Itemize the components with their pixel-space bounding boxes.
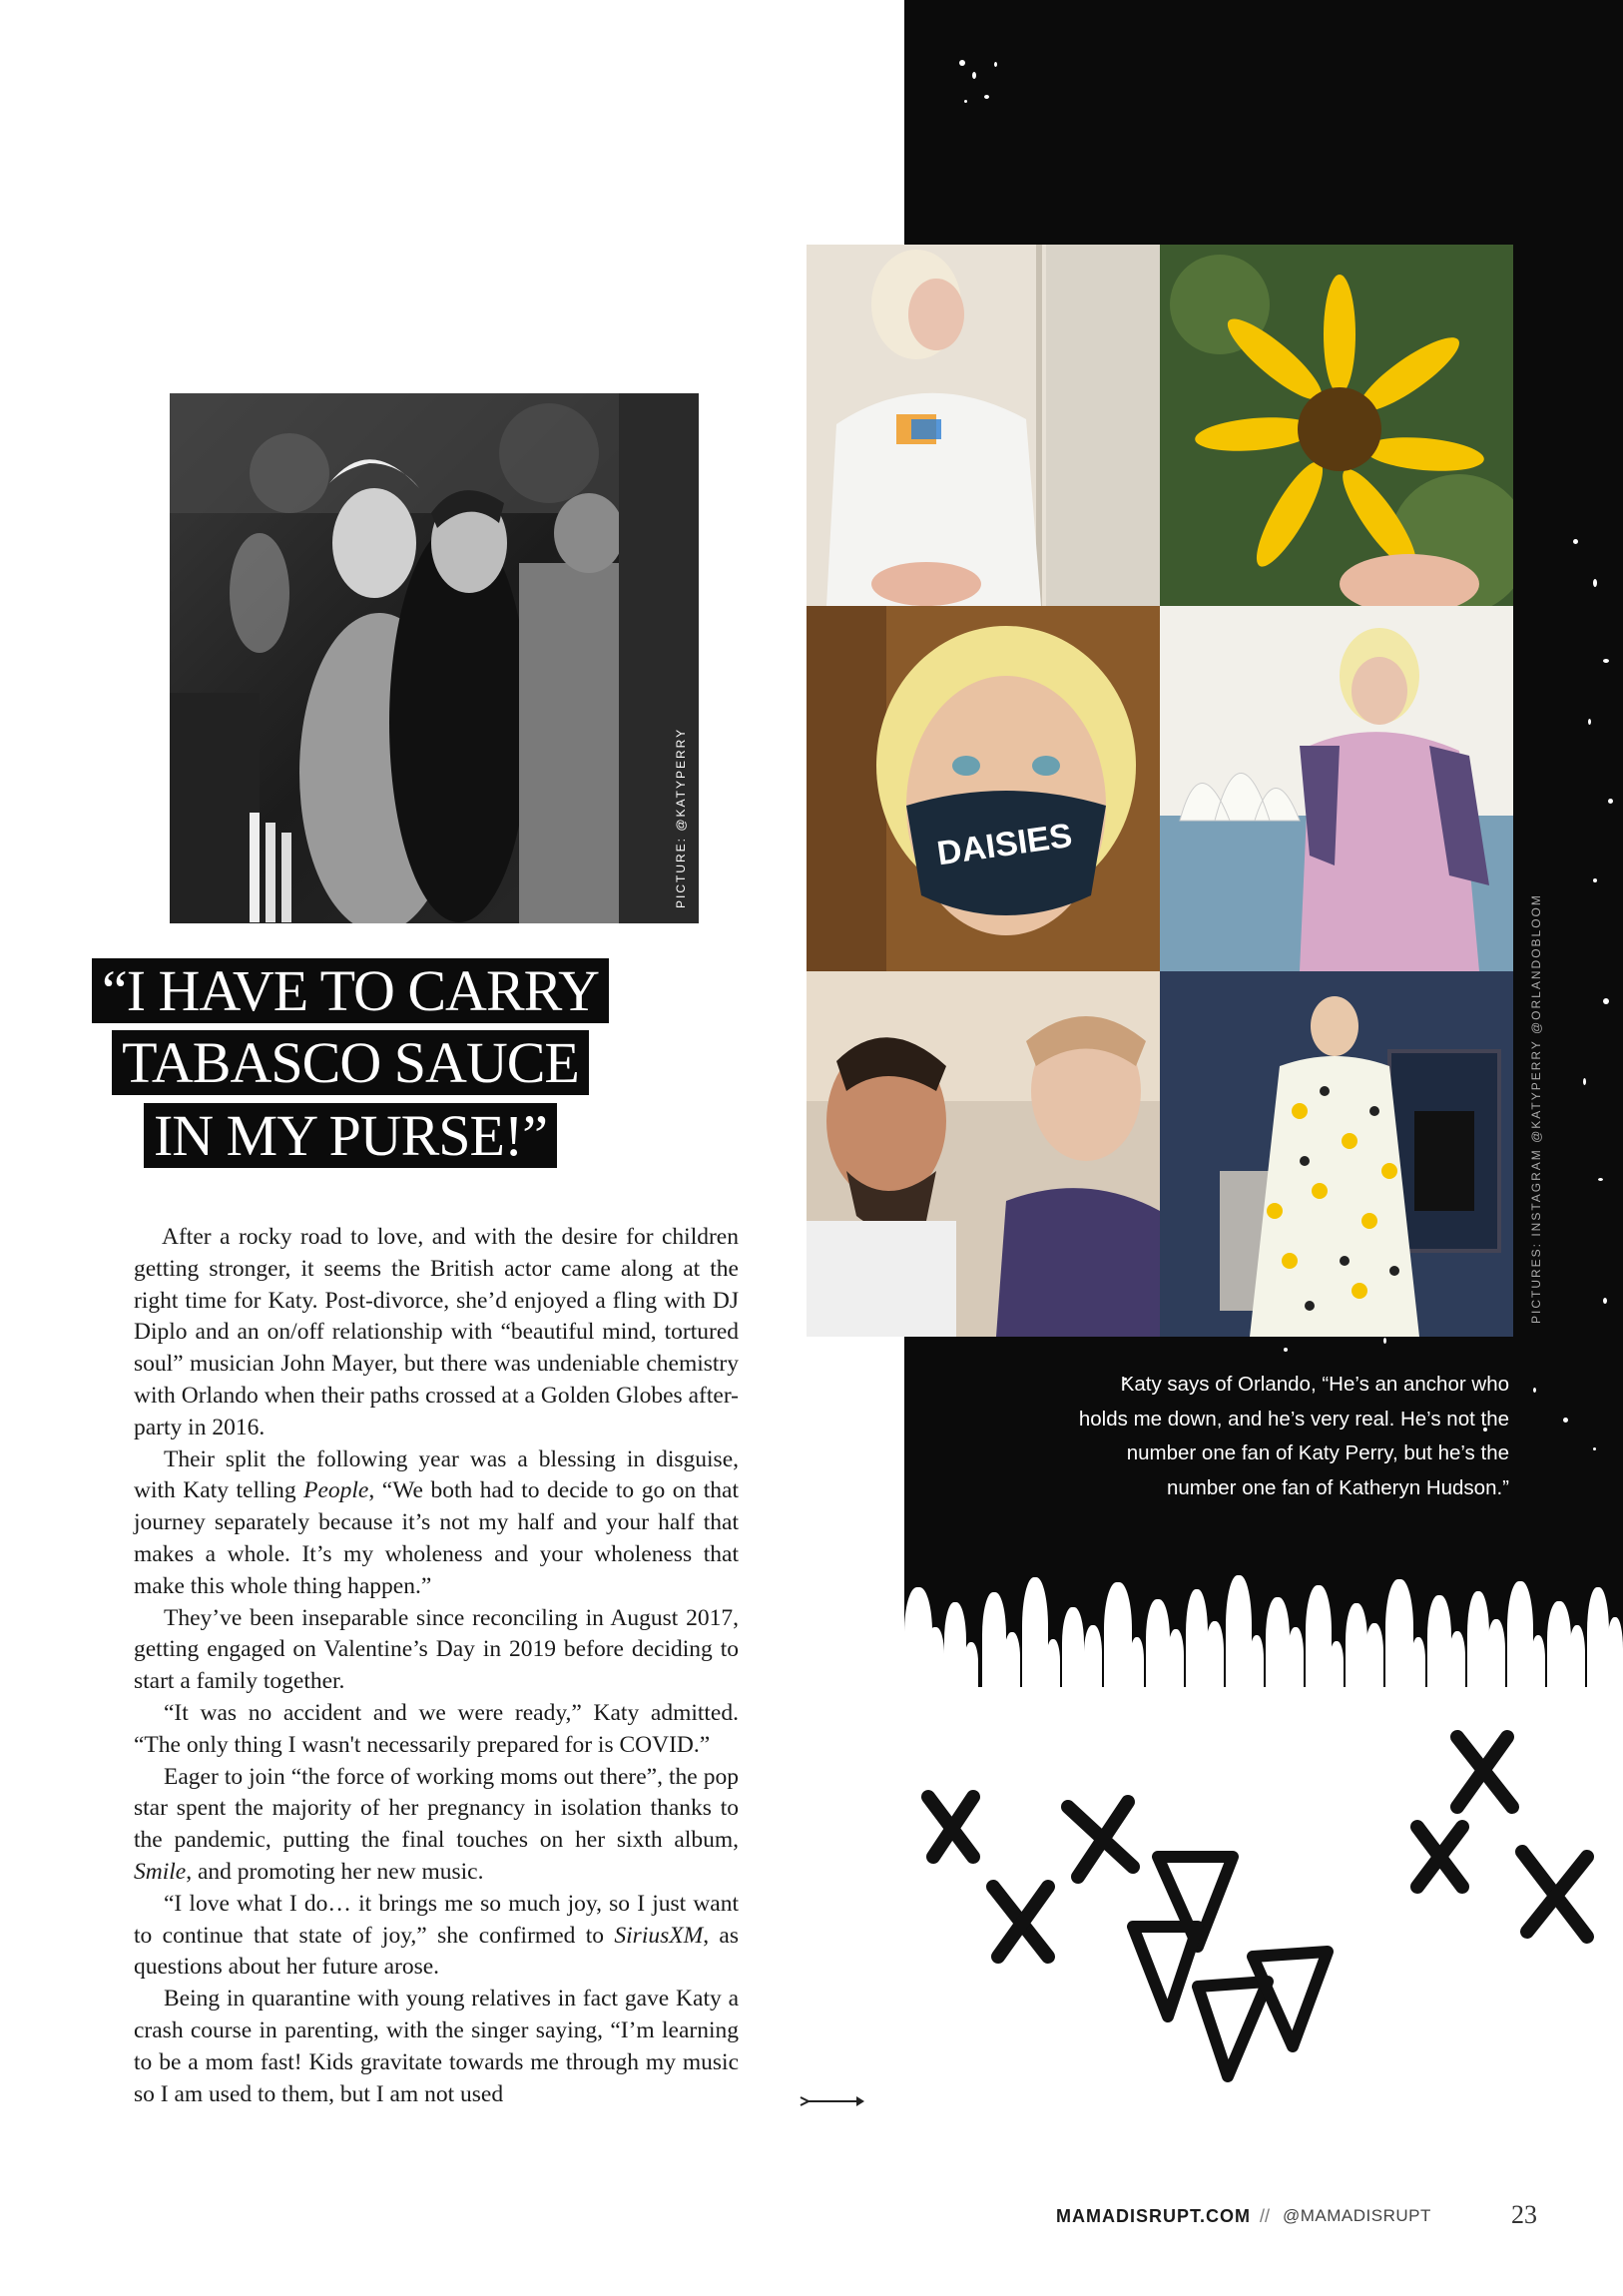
photo-caption: Katy says of Orlando, “He’s an anchor who holds me down, and he’s very real. He’s not the number one fan of Katy Perry, but he’s the number one fan of Katheryn Hudson.”: [1078, 1373, 1509, 1499]
mask-daisies-text: DAISIES: [934, 816, 1075, 873]
main-couple-photo: [170, 393, 699, 923]
continue-arrow-icon: [799, 2094, 864, 2108]
page-number: 23: [1511, 2200, 1537, 2229]
grid-photo-mask: [807, 606, 1160, 971]
hand-drawn-doodles: [898, 1717, 1623, 2116]
body-paragraph: They’ve been inseparable since reconciling in August 2017, getting engaged on Valentine’s Day in 2019 before deciding to start a family together.: [134, 1604, 739, 1695]
triangle-doodle: [1198, 1982, 1268, 2076]
pull-quote-line-1: “I HAVE TO CARRY: [0, 958, 701, 1024]
x-mark-doodle: [1417, 1827, 1462, 1887]
x-mark-doodle: [928, 1797, 973, 1857]
footer-website[interactable]: MAMADISRUPT.COM: [1056, 2206, 1251, 2226]
body-paragraph: Eager to join “the force of working moms out there”, the pop star spent the majority of her pregnancy in isolation thanks to the pandemic, putting the final touches on her sixth album, Smile, and promoting her new music.: [134, 1763, 739, 1885]
body-paragraph: Their split the following year was a blessing in disguise, with Katy telling People, “We both had to decide to go on that journey separately because it’s not my half and your half that makes a whole. It’s my wholeness and your wholeness that make this whole thing happen.”: [134, 1445, 739, 1599]
triangle-doodle: [1133, 1927, 1198, 2016]
couple-photo-image: [170, 393, 699, 923]
grid-photo-sunflower: [1160, 245, 1513, 606]
x-mark-doodle: [1068, 1802, 1133, 1877]
body-paragraph: Being in quarantine with young relatives in fact gave Katy a crash course in parenting, with the singer saying, “I’m learning to be a mom fast! Kids gravitate towards me through my music so I am used to them, but I am not used: [134, 1986, 739, 2107]
grid-photo-selfie: [807, 971, 1160, 1337]
body-paragraph: “I love what I do… it brings me so much joy, so I just want to continue that state of joy,” she confirmed to SiriusXM, as questions about her future arose.: [134, 1890, 740, 1981]
pull-quote-line-2: TABASCO SAUCE: [0, 1030, 701, 1096]
footer-separator: //: [1260, 2206, 1271, 2226]
x-mark-doodle: [1457, 1737, 1512, 1807]
x-mark-doodle: [993, 1887, 1048, 1957]
body-paragraph: After a rocky road to love, and with the desire for children getting stronger, it seems the British actor came along at the right time for Katy. Post-divorce, she’d enjoyed a fling with DJ Diplo and an on/off relationship with “beautiful mind, tortured soul” musician John Mayer, but there was undeniable chemistry with Orlando when their paths crossed at a Golden Globes after-party in 2016.: [134, 1224, 739, 1440]
body-paragraph: “It was no accident and we were ready,” Katy admitted. “The only thing I wasn't necessarily prepared for is COVID.”: [134, 1699, 739, 1758]
footer-social-handle[interactable]: @MAMADISRUPT: [1283, 2206, 1431, 2225]
article-body: [134, 1222, 739, 2110]
x-mark-doodle: [1522, 1852, 1587, 1937]
grid-photo-opera-house: [1160, 606, 1513, 971]
pull-quote-line-3: IN MY PURSE!”: [0, 1103, 701, 1169]
grid-photo-credit: PICTURES: INSTAGRAM @KATYPERRY @ORLANDOBLOOM: [1529, 893, 1543, 1324]
grid-photo-pregnancy-dress: [1160, 971, 1513, 1337]
main-photo-credit: PICTURE: @KATYPERRY: [674, 727, 688, 908]
grid-photo-sweatshirt: [807, 245, 1160, 606]
